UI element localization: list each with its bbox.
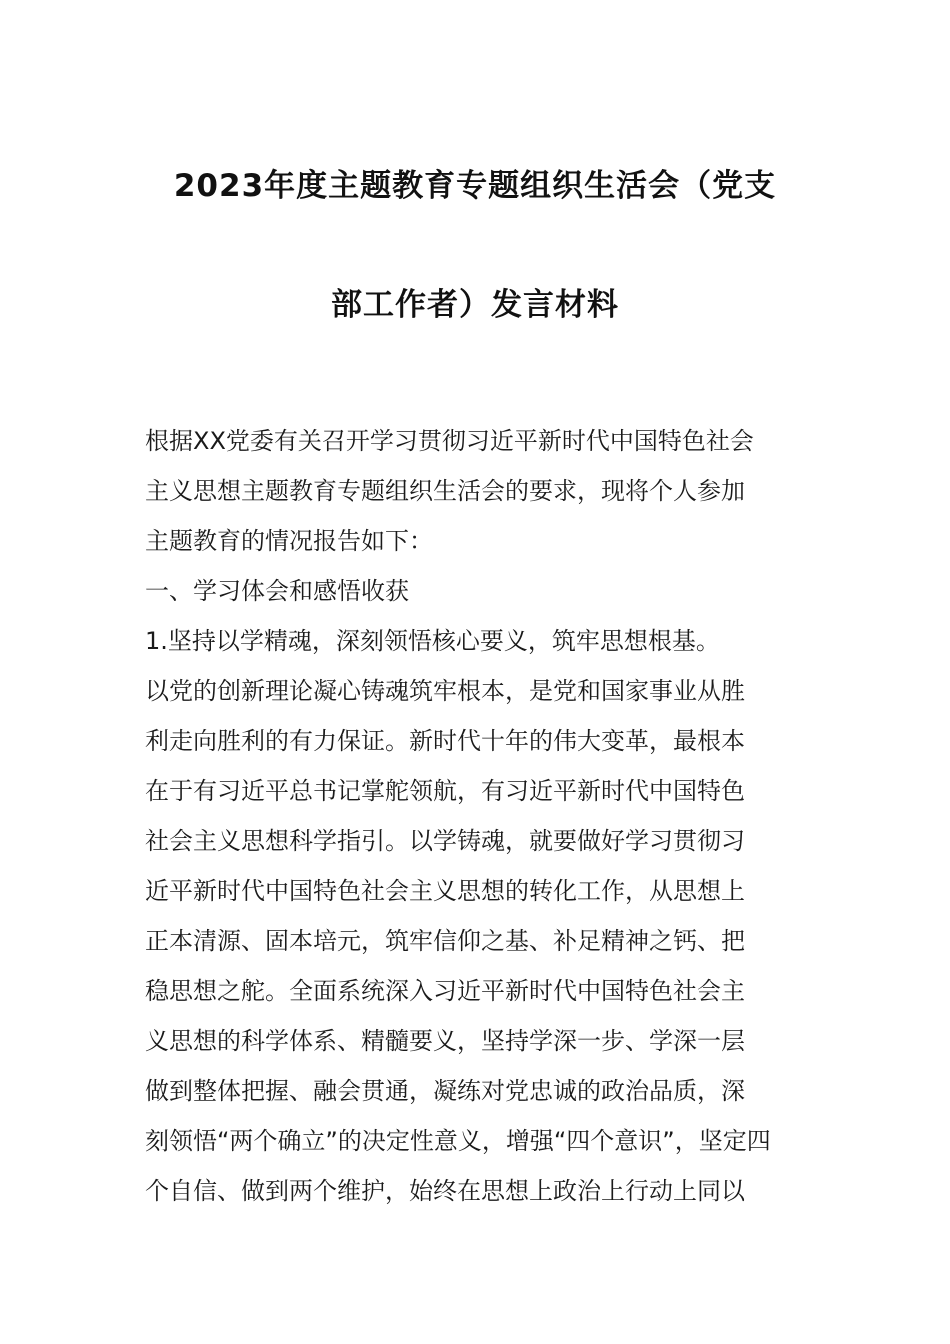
body-line: 稳思想之舵。全面系统深入习近平新时代中国特色社会主 — [145, 977, 745, 1005]
document-body — [145, 416, 807, 1216]
body-line: 主题教育的情况报告如下： — [145, 527, 433, 555]
section-heading: 一、学习体会和感悟收获 — [145, 577, 409, 605]
body-line: 正本清源、固本培元，筑牢信仰之基、补足精神之钙、把 — [145, 927, 745, 955]
body-line: 刻领悟“两个确立”的决定性意义，增强“四个意识”，坚定四 — [145, 1127, 771, 1155]
body-line: 以党的创新理论凝心铸魂筑牢根本，是党和国家事业从胜 — [145, 677, 745, 705]
body-line: 义思想的科学体系、精髓要义，坚持学深一步、学深一层 — [145, 1027, 745, 1055]
body-line: 在于有习近平总书记掌舵领航，有习近平新时代中国特色 — [145, 777, 745, 805]
body-line: 社会主义思想科学指引。以学铸魂，就要做好学习贯彻习 — [145, 827, 745, 855]
document-title-line-1: 2023年度主题教育专题组织生活会（党支 — [173, 168, 777, 204]
body-line: 主义思想主题教育专题组织生活会的要求，现将个人参加 — [145, 477, 745, 505]
document-title-line-2: 部工作者）发言材料 — [331, 287, 619, 323]
body-line: 利走向胜利的有力保证。新时代十年的伟大变革，最根本 — [145, 727, 745, 755]
subsection-heading: 1.坚持以学精魂，深刻领悟核心要义，筑牢思想根基。 — [145, 627, 720, 655]
body-line: 个自信、做到两个维护，始终在思想上政治上行动上同以 — [145, 1177, 745, 1205]
body-line: 近平新时代中国特色社会主义思想的转化工作，从思想上 — [145, 877, 745, 905]
body-line: 做到整体把握、融会贯通，凝练对党忠诚的政治品质，深 — [145, 1077, 745, 1105]
body-line: 根据XX党委有关召开学习贯彻习近平新时代中国特色社会 — [145, 427, 754, 455]
